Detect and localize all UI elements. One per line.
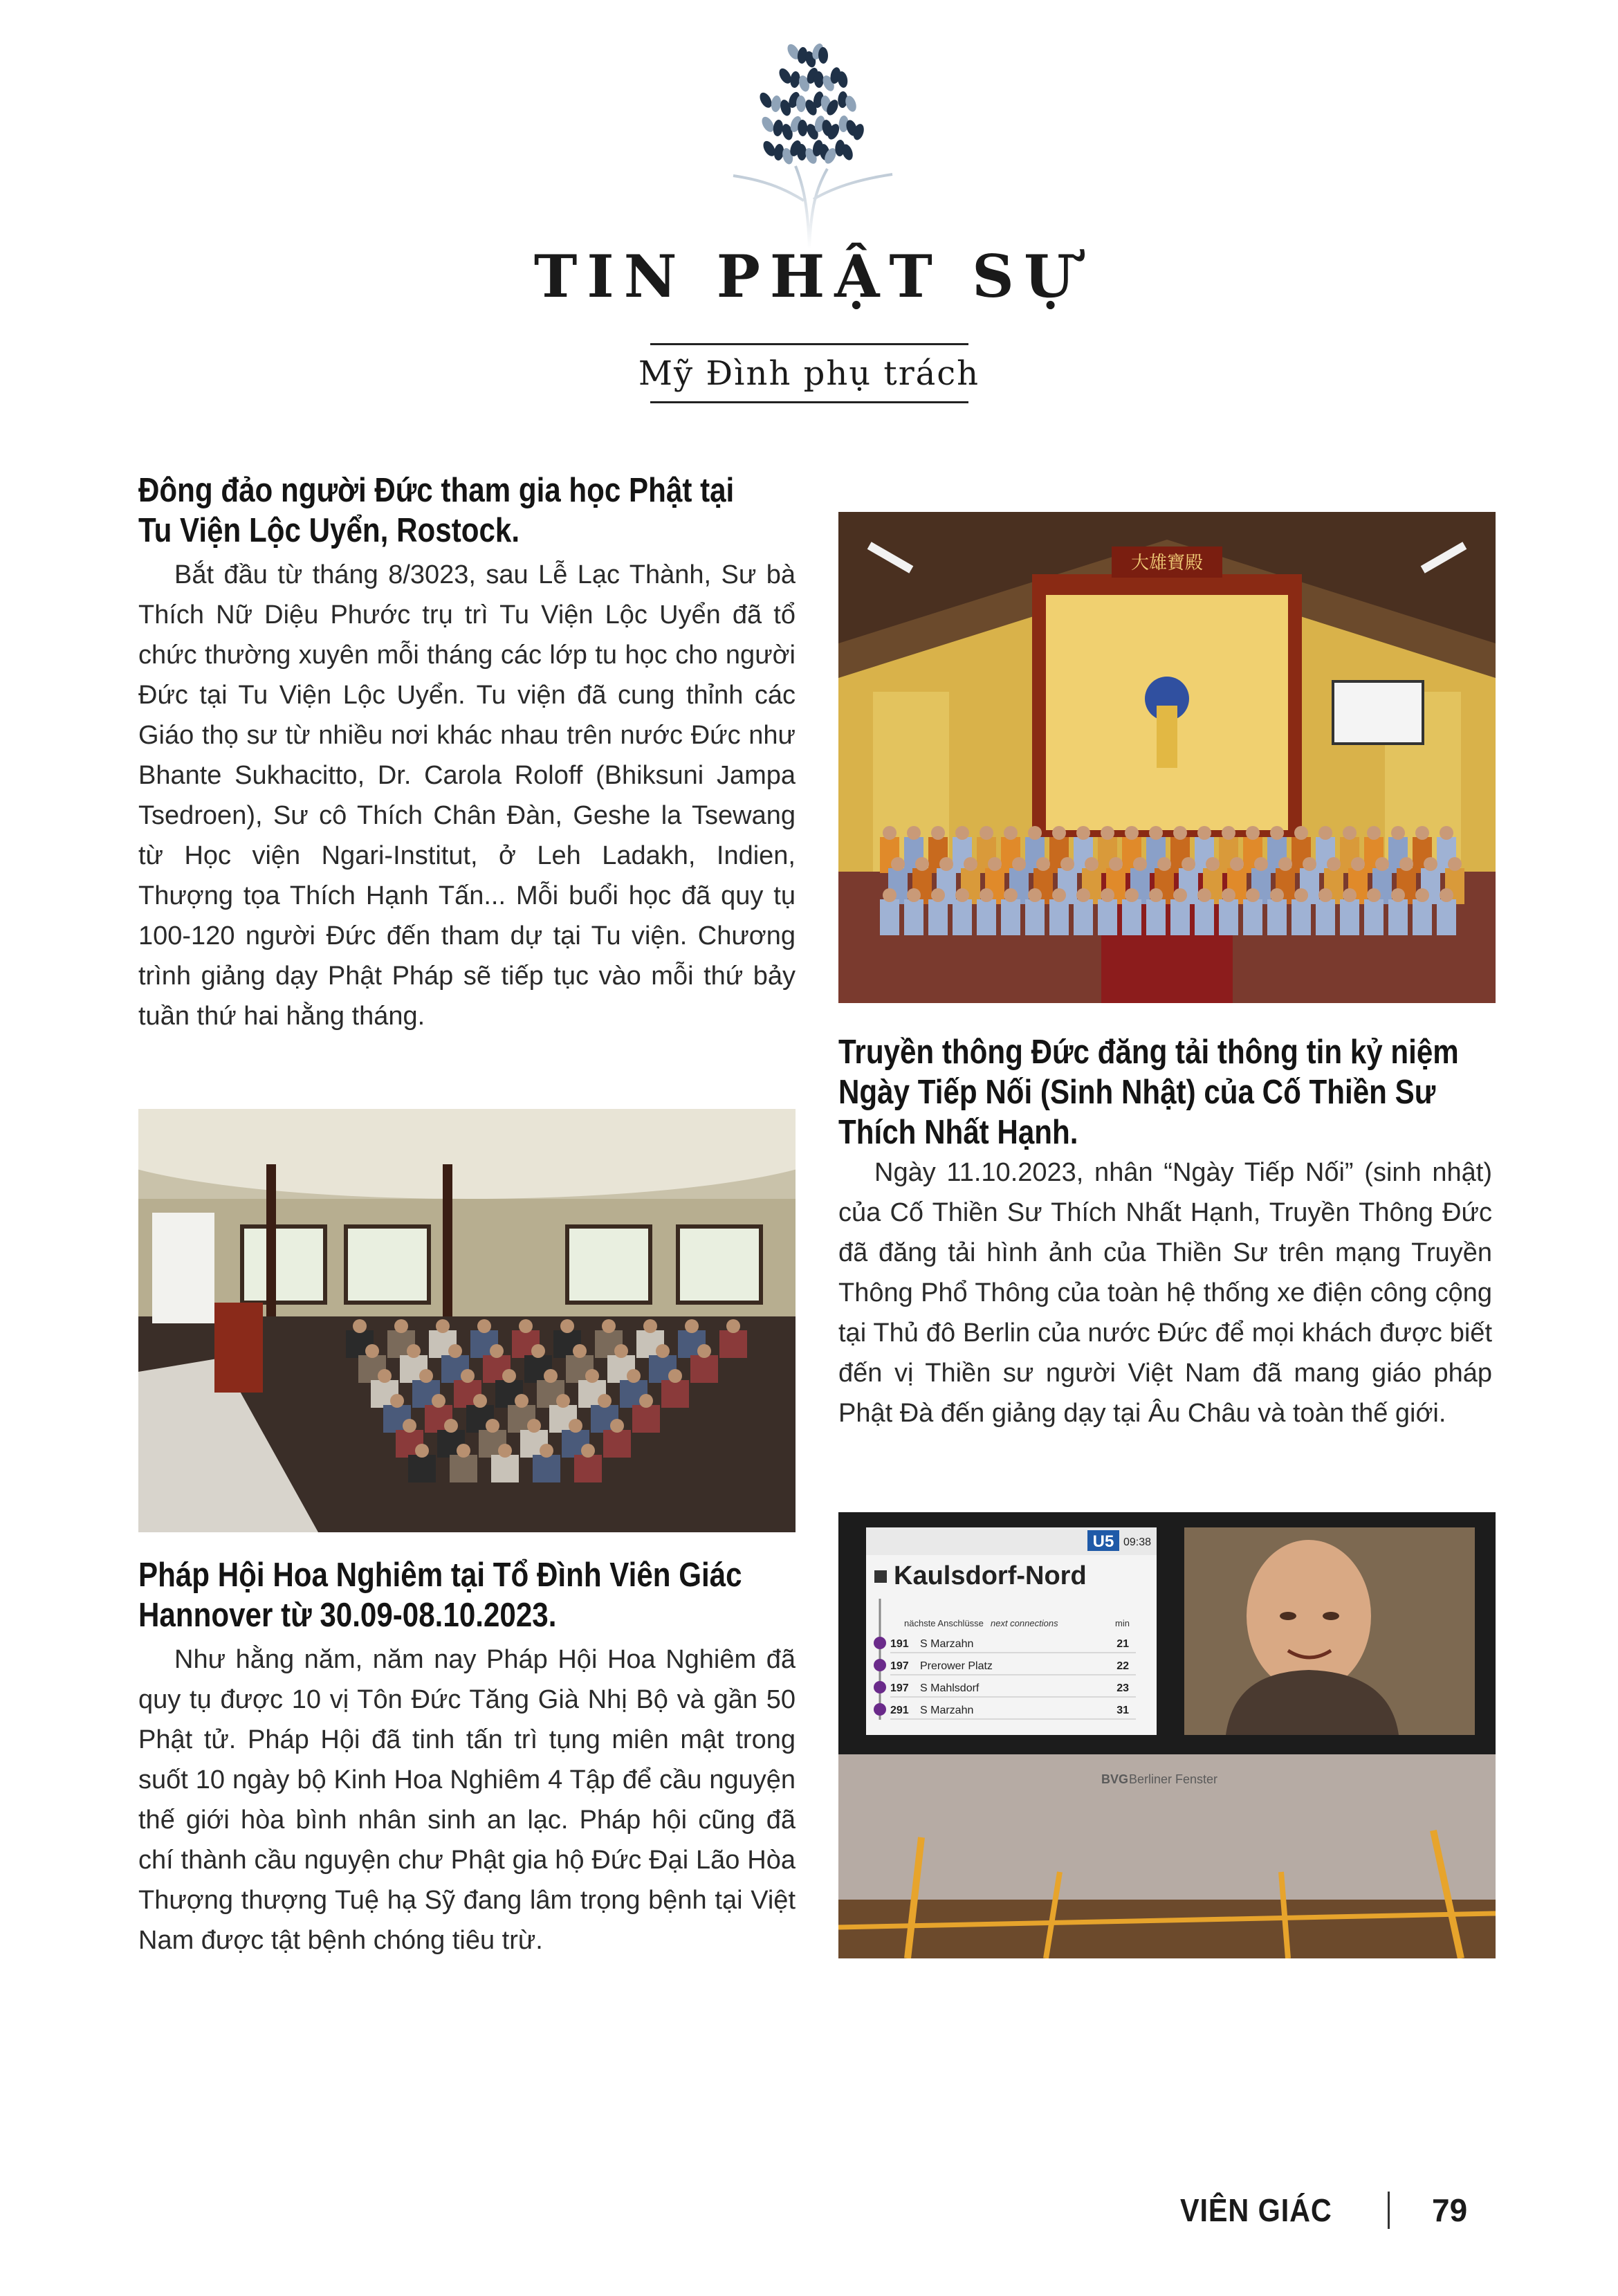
attendee-head: [569, 1419, 582, 1433]
page-number: 79: [1432, 2192, 1468, 2228]
bus-number: 197: [890, 1682, 909, 1694]
attendee-head: [448, 1344, 462, 1358]
attendee-figure: [661, 1380, 689, 1408]
attendee-head: [556, 1394, 570, 1408]
person-figure: [1098, 899, 1117, 935]
person-head: [1222, 826, 1235, 840]
person-head: [1125, 888, 1139, 902]
leaf-shape: [771, 95, 782, 113]
person-head: [1367, 826, 1381, 840]
person-head: [1076, 888, 1090, 902]
article-3-headline: [138, 1555, 793, 1635]
person-figure: [1437, 899, 1456, 935]
attendee-head: [519, 1319, 533, 1333]
attendee-head: [502, 1369, 516, 1383]
person-head: [1036, 857, 1050, 871]
section-byline: Mỹ Đình phụ trách: [638, 354, 980, 393]
attendee-head: [614, 1344, 628, 1358]
attendee-figure: [719, 1330, 747, 1358]
article-2-headline: [838, 1032, 1493, 1152]
attendee-head: [444, 1419, 458, 1433]
attendee-head: [627, 1369, 641, 1383]
person-head: [1076, 826, 1090, 840]
person-head: [1270, 888, 1284, 902]
attendee-head: [498, 1444, 512, 1458]
attendee-head: [527, 1419, 541, 1433]
article-2-headline-line: Thích Nhất Hạnh.: [838, 1114, 1078, 1151]
person-figure: [977, 899, 996, 935]
title-rule-bottom: [650, 401, 968, 403]
bus-destination: S Marzahn: [920, 1705, 974, 1716]
attendee-head: [544, 1369, 558, 1383]
person-head: [1133, 857, 1147, 871]
person-head: [1246, 888, 1260, 902]
attendee-head: [486, 1419, 499, 1433]
person-head: [1415, 826, 1429, 840]
person-figure: [1291, 899, 1311, 935]
person-head: [931, 826, 945, 840]
person-head: [1052, 888, 1066, 902]
person-head: [931, 888, 945, 902]
attendee-head: [436, 1319, 450, 1333]
brand-sub: Berliner Fenster: [1129, 1772, 1218, 1786]
person-head: [1391, 888, 1405, 902]
attendee-head: [477, 1319, 491, 1333]
person-figure: [1001, 899, 1020, 935]
attendee-head: [419, 1369, 433, 1383]
temple-group-photo: [838, 512, 1496, 1003]
attendee-head: [610, 1419, 624, 1433]
attendee-figure: [603, 1430, 631, 1458]
person-head: [1278, 857, 1292, 871]
attendee-head: [585, 1369, 599, 1383]
bus-destination: S Mahlsdorf: [920, 1682, 980, 1694]
attendee-head: [643, 1319, 657, 1333]
person-head: [1440, 888, 1453, 902]
tram-time: 09:38: [1123, 1536, 1152, 1548]
person-head: [980, 888, 993, 902]
person-head: [1125, 826, 1139, 840]
person-head: [1085, 857, 1098, 871]
person-head: [883, 826, 897, 840]
person-head: [907, 826, 921, 840]
article-3-headline-line: Hannover từ 30.09-08.10.2023.: [138, 1597, 557, 1634]
person-head: [1351, 857, 1365, 871]
attendee-head: [598, 1394, 612, 1408]
person-head: [1052, 826, 1066, 840]
magazine-name: VIÊN GIÁC: [1180, 2192, 1332, 2228]
person-head: [1415, 888, 1429, 902]
person-head: [1343, 826, 1357, 840]
person-head: [939, 857, 953, 871]
attendee-figure: [408, 1455, 436, 1482]
bus-icon: [874, 1703, 886, 1716]
person-head: [1101, 826, 1114, 840]
attendee-figure: [491, 1455, 519, 1482]
person-figure: [1122, 899, 1141, 935]
connections-header: nächste Anschlüsse: [904, 1618, 984, 1628]
person-figure: [1195, 899, 1214, 935]
attendee-figure: [632, 1405, 660, 1433]
person-figure: [904, 899, 923, 935]
article-3-body: [138, 1640, 796, 1960]
article-2-body: [838, 1152, 1492, 1433]
person-head: [1182, 857, 1195, 871]
person-head: [1327, 857, 1341, 871]
bus-minutes: 23: [1116, 1682, 1129, 1694]
person-head: [1109, 857, 1123, 871]
bus-icon: [874, 1659, 886, 1671]
person-figure: [1267, 899, 1287, 935]
bus-icon: [874, 1637, 886, 1649]
meditation-hall-photo: [138, 1109, 796, 1532]
person-figure: [880, 899, 899, 935]
bus-minutes: 21: [1116, 1638, 1129, 1650]
article-1-body: [138, 555, 796, 1036]
attendee-head: [365, 1344, 379, 1358]
attendee-head: [668, 1369, 682, 1383]
person-head: [915, 857, 929, 871]
person-head: [1294, 888, 1308, 902]
person-head: [907, 888, 921, 902]
person-head: [1448, 857, 1462, 871]
article-2-headline-line: Truyền thông Đức đăng tải thông tin kỷ niệm: [838, 1034, 1459, 1071]
connections-header-en: next connections: [991, 1618, 1058, 1628]
person-figure: [953, 899, 972, 935]
attendee-figure: [690, 1355, 718, 1383]
person-head: [980, 826, 993, 840]
person-head: [1230, 857, 1244, 871]
person-head: [988, 857, 1002, 871]
person-figure: [1146, 899, 1166, 935]
person-head: [1246, 826, 1260, 840]
attendee-head: [394, 1319, 408, 1333]
person-figure: [1243, 899, 1262, 935]
person-head: [964, 857, 977, 871]
person-head: [1391, 826, 1405, 840]
attendee-head: [531, 1344, 545, 1358]
person-head: [1375, 857, 1389, 871]
person-head: [1254, 857, 1268, 871]
person-head: [1028, 888, 1042, 902]
person-head: [1399, 857, 1413, 871]
person-head: [1318, 888, 1332, 902]
person-head: [1343, 888, 1357, 902]
attendee-head: [540, 1444, 553, 1458]
attendee-head: [697, 1344, 711, 1358]
tree-logo-icon: [623, 28, 996, 249]
attendee-head: [353, 1319, 367, 1333]
attendee-head: [490, 1344, 504, 1358]
bus-minutes: 31: [1116, 1705, 1129, 1716]
attendee-figure: [574, 1455, 602, 1482]
attendee-head: [656, 1344, 670, 1358]
attendee-head: [432, 1394, 445, 1408]
person-figure: [1388, 899, 1408, 935]
person-head: [1060, 857, 1074, 871]
article-3-paragraph: Như hằng năm, năm nay Pháp Hội Hoa Nghiêm đã quy tụ được 10 vị Tôn Đức Tăng Già Nhị Bộ và gần 50 Phật tử. Pháp Hội đã tinh tấn trì tụng miên mật trong suốt 10 ngày bộ Kinh Hoa Nghiêm 4 Tập để cầu nguyện thế giới hòa bình nhân sinh an lạc. Pháp hội cũng đã chí thành cầu nguyện chư Phật gia hộ Đức Đại Lão Hòa Thượng thượng Tuệ hạ Sỹ đang lâm trọng bệnh tại Việt Nam được tật bệnh chóng tiêu trừ.: [138, 1645, 796, 1955]
bus-icon: [874, 1681, 886, 1693]
leaf-shape: [772, 119, 784, 137]
person-figure: [1219, 899, 1238, 935]
attendee-figure: [450, 1455, 477, 1482]
article-1-headline-line: Đông đảo người Đức tham gia học Phật tại: [138, 472, 735, 509]
article-1-headline: [138, 470, 793, 551]
attendee-head: [726, 1319, 740, 1333]
bus-number: 191: [890, 1638, 909, 1650]
person-figure: [1049, 899, 1069, 935]
footer-separator: [1388, 2192, 1390, 2229]
bus-number: 197: [890, 1660, 909, 1672]
person-figure: [1316, 899, 1335, 935]
person-head: [1012, 857, 1026, 871]
attendee-head: [473, 1394, 487, 1408]
article-1-paragraph: Bắt đầu từ tháng 8/3023, sau Lễ Lạc Thành, Sư bà Thích Nữ Diệu Phước trụ trì Tu Viện Lộc Uyển đã tổ chức thường xuyên mỗi tháng các lớp tu học cho người Đức tại Tu Viện Lộc Uyển. Tu viện đã cung thỉnh các Giáo thọ sư từ nhiều nơi khác nhau trên nước Đức như Bhante Sukhacitto, Dr. Carola Roloff (Bhiksuni Jampa Tsedroen), Sư cô Thích Chân Đàn, Geshe la Tsewang từ Học viện Ngari-Institut, ở Leh Ladakh, Indien, Thượng tọa Thích Hạnh Tấn... Mỗi buổi học đã quy tụ 100-120 người Đức đến tham dự tại Tu viện. Chương trình giảng dạy Phật Pháp sẽ tiếp tục vào mỗi thứ bảy tuần thứ hai hằng tháng.: [138, 560, 796, 1031]
person-head: [1004, 888, 1018, 902]
person-head: [955, 888, 969, 902]
person-figure: [1074, 899, 1093, 935]
person-head: [1173, 888, 1187, 902]
attendee-head: [378, 1369, 392, 1383]
person-head: [1294, 826, 1308, 840]
temple-sign: 大雄寶殿: [1130, 553, 1204, 573]
person-head: [1367, 888, 1381, 902]
person-figure: [1025, 899, 1045, 935]
person-head: [883, 888, 897, 902]
attendee-head: [685, 1319, 699, 1333]
person-head: [1173, 826, 1187, 840]
brand-logo: BVG: [1101, 1772, 1129, 1786]
person-head: [1318, 826, 1332, 840]
person-figure: [1170, 899, 1190, 935]
person-figure: [1413, 899, 1432, 935]
article-2-headline-line: Ngày Tiếp Nối (Sinh Nhật) của Cố Thiền Sư: [838, 1074, 1436, 1111]
person-head: [1028, 826, 1042, 840]
line-label: U5: [1092, 1532, 1114, 1551]
person-head: [1004, 826, 1018, 840]
attendee-head: [407, 1344, 421, 1358]
title-rule-top: [650, 343, 968, 345]
attendee-head: [602, 1319, 616, 1333]
attendee-head: [390, 1394, 404, 1408]
tram-display-photo: [838, 1512, 1496, 1958]
attendee-figure: [533, 1455, 560, 1482]
attendee-head: [573, 1344, 587, 1358]
article-2-paragraph: Ngày 11.10.2023, nhân “Ngày Tiếp Nối” (sinh nhật) của Cố Thiền Sư Thích Nhất Hạnh, Truyền Thông Đức đã đăng tải hình ảnh của Thiền Sư trên mạng Truyền Thông Phổ Thông của toàn hệ thống xe điện công cộng tại Thủ đô Berlin của nước Đức để mọi khách được biết đến vị Thiền sư người Việt Nam đã mang giáo pháp Phật Đà đến giảng dạy tại Âu Châu và toàn thế giới.: [838, 1158, 1492, 1428]
person-head: [1424, 857, 1437, 871]
person-head: [1440, 826, 1453, 840]
attendee-head: [403, 1419, 416, 1433]
attendee-head: [581, 1444, 595, 1458]
attendee-head: [415, 1444, 429, 1458]
person-head: [1303, 857, 1316, 871]
station-name: Kaulsdorf-Nord: [894, 1561, 1087, 1590]
article-3-headline-line: Pháp Hội Hoa Nghiêm tại Tổ Đình Viên Giác: [138, 1556, 742, 1594]
person-head: [891, 857, 905, 871]
person-head: [1149, 888, 1163, 902]
person-head: [1197, 888, 1211, 902]
attendee-head: [461, 1369, 475, 1383]
attendee-head: [457, 1444, 470, 1458]
bus-minutes: 22: [1116, 1660, 1129, 1672]
person-figure: [1340, 899, 1359, 935]
person-head: [1206, 857, 1220, 871]
article-1-headline-line: Tu Viện Lộc Uyển, Rostock.: [138, 512, 520, 549]
person-head: [1222, 888, 1235, 902]
attendee-head: [639, 1394, 653, 1408]
attendee-head: [515, 1394, 528, 1408]
attendee-head: [560, 1319, 574, 1333]
person-head: [1101, 888, 1114, 902]
person-figure: [928, 899, 948, 935]
person-head: [1197, 826, 1211, 840]
person-figure: [1364, 899, 1383, 935]
bus-destination: Prerower Platz: [920, 1660, 993, 1672]
section-title: TIN PHẬT SỰ: [533, 242, 1085, 311]
person-head: [1270, 826, 1284, 840]
connections-min-header: min: [1115, 1618, 1130, 1628]
bus-destination: S Marzahn: [920, 1638, 974, 1650]
person-head: [1149, 826, 1163, 840]
person-head: [955, 826, 969, 840]
bus-number: 291: [890, 1705, 909, 1716]
person-head: [1157, 857, 1171, 871]
